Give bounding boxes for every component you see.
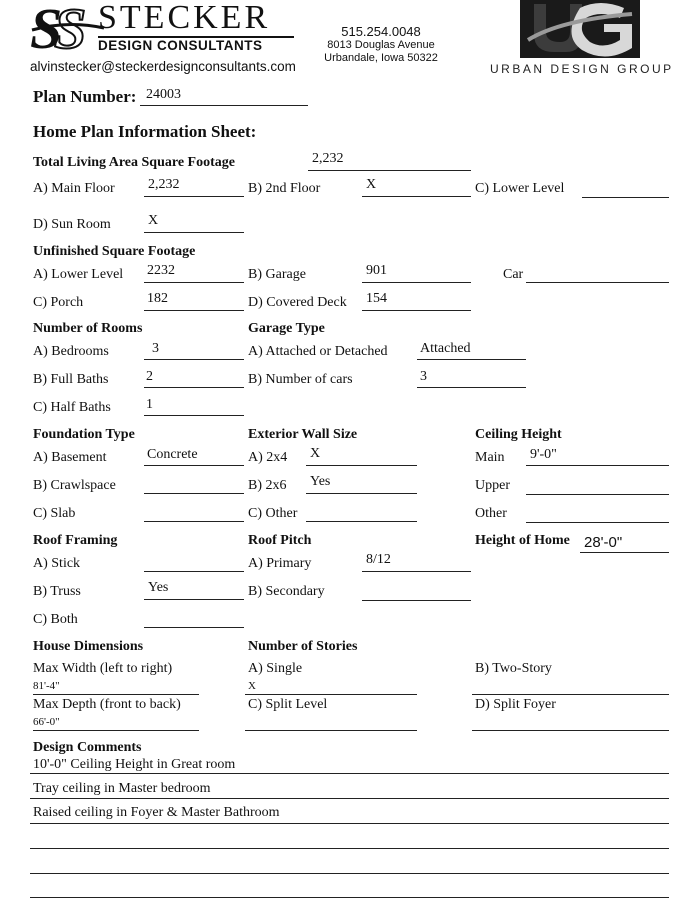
- plan-number-label: Plan Number:: [33, 87, 137, 106]
- garage-cars-label: B) Number of cars: [248, 372, 353, 387]
- garage-type-line: [417, 359, 526, 360]
- split-level-label: C) Split Level: [248, 697, 328, 712]
- bedrooms-label: A) Bedrooms: [33, 344, 109, 359]
- deck-line: [362, 310, 471, 311]
- basement-label: A) Basement: [33, 450, 107, 465]
- brand-address-1: 8013 Douglas Avenue: [327, 39, 435, 51]
- foundation-header: Foundation Type: [33, 427, 135, 442]
- height-line: [580, 552, 669, 553]
- full-baths-value[interactable]: 2: [146, 369, 153, 384]
- half-baths-value[interactable]: 1: [146, 397, 153, 412]
- slab-label: C) Slab: [33, 506, 76, 521]
- primary-pitch-line: [362, 571, 471, 572]
- bedrooms-value[interactable]: 3: [152, 341, 159, 356]
- lower-level-label: C) Lower Level: [475, 181, 565, 196]
- comment-rule-2: [30, 798, 669, 799]
- wall-2x4-label: A) 2x4: [248, 450, 288, 465]
- stick-label: A) Stick: [33, 556, 81, 571]
- full-baths-line: [144, 387, 244, 388]
- height-label: Height of Home: [475, 533, 570, 548]
- ceiling-main-line: [526, 465, 669, 466]
- wall-other-line: [306, 521, 417, 522]
- comment-line-3[interactable]: Raised ceiling in Foyer & Master Bathroom: [33, 805, 280, 820]
- garage-type-value[interactable]: Attached: [420, 341, 471, 356]
- wall-header: Exterior Wall Size: [248, 427, 358, 442]
- garage-sf-label: B) Garage: [248, 267, 306, 282]
- primary-pitch-value[interactable]: 8/12: [366, 552, 391, 567]
- second-floor-value[interactable]: X: [366, 177, 377, 192]
- wall-2x6-label: B) 2x6: [248, 478, 287, 493]
- udg-logo: [486, 0, 676, 80]
- ceiling-upper-label: Upper: [475, 478, 510, 493]
- basement-line: [144, 465, 244, 466]
- comment-line-1[interactable]: 10'-0" Ceiling Height in Great room: [33, 757, 236, 772]
- wall-2x4-line: [306, 465, 417, 466]
- brand-email[interactable]: alvinstecker@steckerdesignconsultants.com: [30, 59, 296, 74]
- lower-level-line: [582, 197, 669, 198]
- max-depth-label: Max Depth (front to back): [33, 697, 181, 712]
- half-baths-label: C) Half Baths: [33, 400, 111, 415]
- comments-header: Design Comments: [33, 740, 142, 755]
- unf-lower-value[interactable]: 2232: [147, 263, 175, 278]
- sheet-title: Home Plan Information Sheet:: [33, 122, 257, 141]
- truss-label: B) Truss: [33, 584, 81, 599]
- both-line: [144, 627, 244, 628]
- wall-2x6-value[interactable]: Yes: [310, 474, 331, 489]
- sun-room-value[interactable]: X: [148, 213, 159, 228]
- porch-line: [144, 310, 244, 311]
- ceiling-main-label: Main: [475, 450, 505, 465]
- slab-line: [144, 521, 244, 522]
- primary-pitch-label: A) Primary: [248, 556, 312, 571]
- truss-line: [144, 599, 244, 600]
- udg-monogram-icon: [520, 0, 640, 58]
- ceiling-other-label: Other: [475, 506, 507, 521]
- main-floor-label: A) Main Floor: [33, 181, 115, 196]
- max-depth-value[interactable]: 66'-0": [33, 716, 60, 728]
- unf-lower-line: [144, 282, 244, 283]
- unfinished-header: Unfinished Square Footage: [33, 244, 196, 259]
- height-value[interactable]: 28'-0": [584, 534, 623, 551]
- garage-header: Garage Type: [248, 321, 325, 336]
- unf-lower-label: A) Lower Level: [33, 267, 124, 282]
- garage-cars-line: [417, 387, 526, 388]
- deck-label: D) Covered Deck: [248, 295, 347, 310]
- single-story-line: [245, 694, 417, 695]
- garage-cars-value[interactable]: 3: [420, 369, 427, 384]
- brand-name-bottom: DESIGN CONSULTANTS: [98, 38, 263, 53]
- car-line: [526, 282, 669, 283]
- dimensions-header: House Dimensions: [33, 639, 144, 654]
- second-floor-line: [362, 196, 471, 197]
- single-story-value[interactable]: X: [248, 680, 256, 692]
- svg-text:S: S: [30, 2, 63, 56]
- plan-number-value[interactable]: 24003: [146, 87, 181, 102]
- split-foyer-label: D) Split Foyer: [475, 697, 556, 712]
- sun-room-line: [144, 232, 244, 233]
- two-story-label: B) Two-Story: [475, 661, 552, 676]
- comment-line-2[interactable]: Tray ceiling in Master bedroom: [33, 781, 211, 796]
- living-total-line: [308, 170, 471, 171]
- full-baths-label: B) Full Baths: [33, 372, 109, 387]
- split-foyer-line: [472, 730, 669, 731]
- comment-rule-6: [30, 897, 669, 898]
- split-level-line: [245, 730, 417, 731]
- garage-sf-line: [362, 282, 471, 283]
- both-label: C) Both: [33, 612, 78, 627]
- brand-phone: 515.254.0048: [341, 24, 421, 39]
- stecker-logo: [28, 2, 298, 56]
- ceiling-header: Ceiling Height: [475, 427, 562, 442]
- rooms-header: Number of Rooms: [33, 321, 143, 336]
- brand-name-top: STECKER: [98, 0, 271, 36]
- comment-rule-5: [30, 873, 669, 874]
- single-story-label: A) Single: [248, 661, 303, 676]
- crawlspace-label: B) Crawlspace: [33, 478, 116, 493]
- porch-label: C) Porch: [33, 295, 84, 310]
- living-header: Total Living Area Square Footage: [33, 155, 235, 170]
- ceiling-upper-line: [526, 494, 669, 495]
- udg-name: URBAN DESIGN GROUP: [490, 62, 674, 76]
- bedrooms-line: [144, 359, 244, 360]
- max-width-line: [33, 694, 199, 695]
- comment-rule-4: [30, 848, 669, 849]
- plan-number-line: [140, 105, 308, 106]
- secondary-pitch-line: [362, 600, 471, 601]
- second-floor-label: B) 2nd Floor: [248, 181, 321, 196]
- main-floor-value[interactable]: 2,232: [148, 177, 180, 192]
- wall-other-label: C) Other: [248, 506, 298, 521]
- roof-framing-header: Roof Framing: [33, 533, 118, 548]
- wall-2x6-line: [306, 493, 417, 494]
- stick-line: [144, 571, 244, 572]
- ceiling-main-value[interactable]: 9'-0": [530, 447, 557, 462]
- half-baths-line: [144, 415, 244, 416]
- deck-value[interactable]: 154: [366, 291, 387, 306]
- truss-value[interactable]: Yes: [148, 580, 169, 595]
- living-total-value[interactable]: 2,232: [312, 151, 344, 166]
- garage-sf-value[interactable]: 901: [366, 263, 387, 278]
- wall-2x4-value[interactable]: X: [310, 446, 321, 461]
- contact-block: [318, 24, 444, 65]
- main-floor-line: [144, 196, 244, 197]
- garage-type-label: A) Attached or Detached: [248, 344, 388, 359]
- max-width-value[interactable]: 81'-4": [33, 680, 60, 692]
- comment-rule-1: [30, 773, 669, 774]
- car-label: Car: [503, 267, 524, 282]
- porch-value[interactable]: 182: [147, 291, 168, 306]
- roof-pitch-header: Roof Pitch: [248, 533, 312, 548]
- svg-text:S: S: [54, 2, 87, 56]
- ceiling-other-line: [526, 522, 669, 523]
- max-width-label: Max Width (left to right): [33, 661, 173, 676]
- sun-room-label: D) Sun Room: [33, 217, 111, 232]
- stories-header: Number of Stories: [248, 639, 358, 654]
- crawlspace-line: [144, 493, 244, 494]
- brand-address-2: Urbandale, Iowa 50322: [324, 52, 438, 64]
- comment-rule-3: [30, 823, 669, 824]
- two-story-line: [472, 694, 669, 695]
- secondary-pitch-label: B) Secondary: [248, 584, 325, 599]
- max-depth-line: [33, 730, 199, 731]
- basement-value[interactable]: Concrete: [147, 447, 198, 462]
- stecker-monogram-icon: [28, 2, 108, 56]
